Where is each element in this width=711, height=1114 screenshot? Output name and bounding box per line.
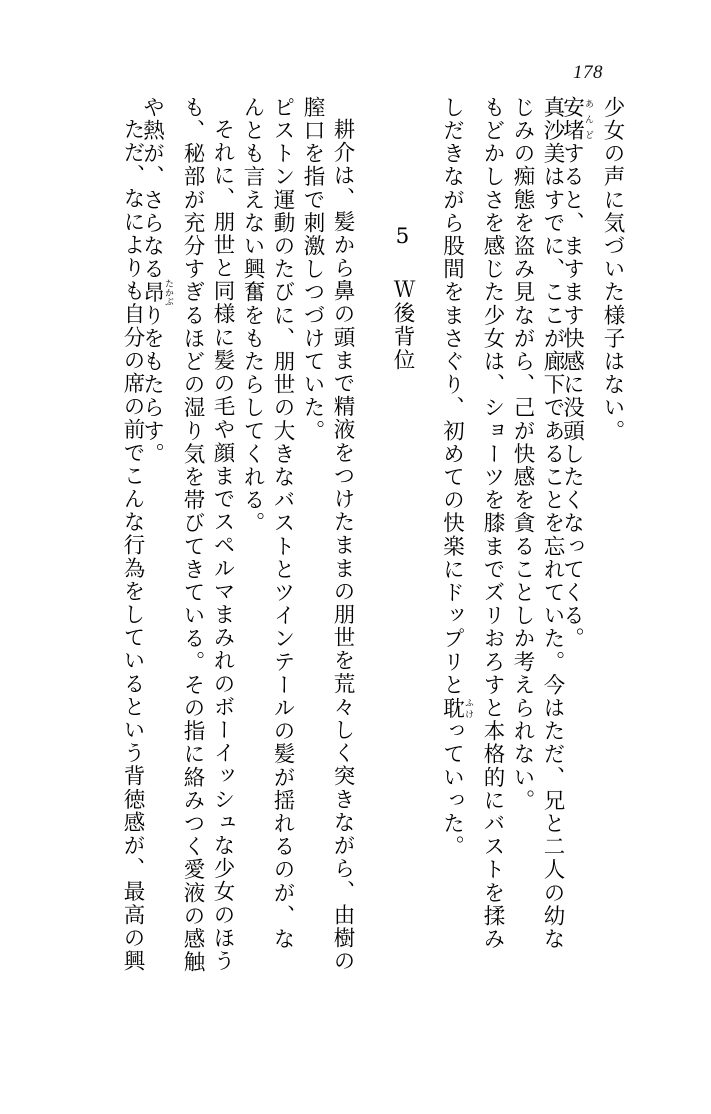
text-column: や熱が、さらなる昂たかぶりをもたらす。 (139, 96, 173, 466)
text-column: 真沙美はすでに、ここが廊下であることを忘れていた。今はただ、兄と二人の幼な (540, 96, 565, 951)
vertical-text-body (62, 96, 623, 986)
text-column: 膣口を指で刺激しつづけていた。 (300, 96, 325, 443)
page-number: 178 (573, 62, 603, 83)
text-column: ただ、なによりも自分の席の前でこんな行為をしているという背徳感が、最高の興 (120, 118, 145, 973)
text-column: 少女の声に気づいた様子はない。 (600, 96, 625, 443)
text-column: も、秘部が充分すぎるほどの湿り気を帯びてきている。その指に絡みつく愛液の感触 (180, 96, 205, 974)
ruby-annotation: 耽ふけ (439, 696, 473, 720)
text-column: 安堵あんどすると、ますます快感に没頭したくなってくる。 (559, 96, 593, 651)
ruby-annotation: 昂たかぶ (139, 278, 173, 306)
section-heading: 5 Ｗ後背位 (390, 224, 415, 372)
text-column: じみの痴態を盗み見ながら、己が快感を貪ることしか考えられない。 (510, 96, 535, 813)
text-column: もどかしさを感じた少女は、ショーツを膝までズリおろすと本格的にバストを揉み (480, 96, 505, 951)
column-spacer (413, 96, 443, 986)
text-column: んとも言えない興奮をもたらしてくれる。 (240, 96, 265, 535)
ruby-annotation: 安堵あんど (559, 96, 593, 143)
text-column: しだきながら股間をまさぐり、初めての快楽にドップリと耽ふけっていった。 (439, 96, 473, 859)
text-column: それに、朋世と同様に髪の毛や顔までスペルマまみれのボーイッシュな少女のほう (210, 118, 235, 973)
text-column: 耕介は、髪から鼻の頭まで精液をつけたままの朋世を荒々しく突きながら、由樹の (330, 118, 355, 973)
column-spacer (353, 96, 383, 986)
text-column: ピストン運動のたびに、朋世の大きなバストとツインテールの髪が揺れるのが、な (270, 96, 295, 951)
